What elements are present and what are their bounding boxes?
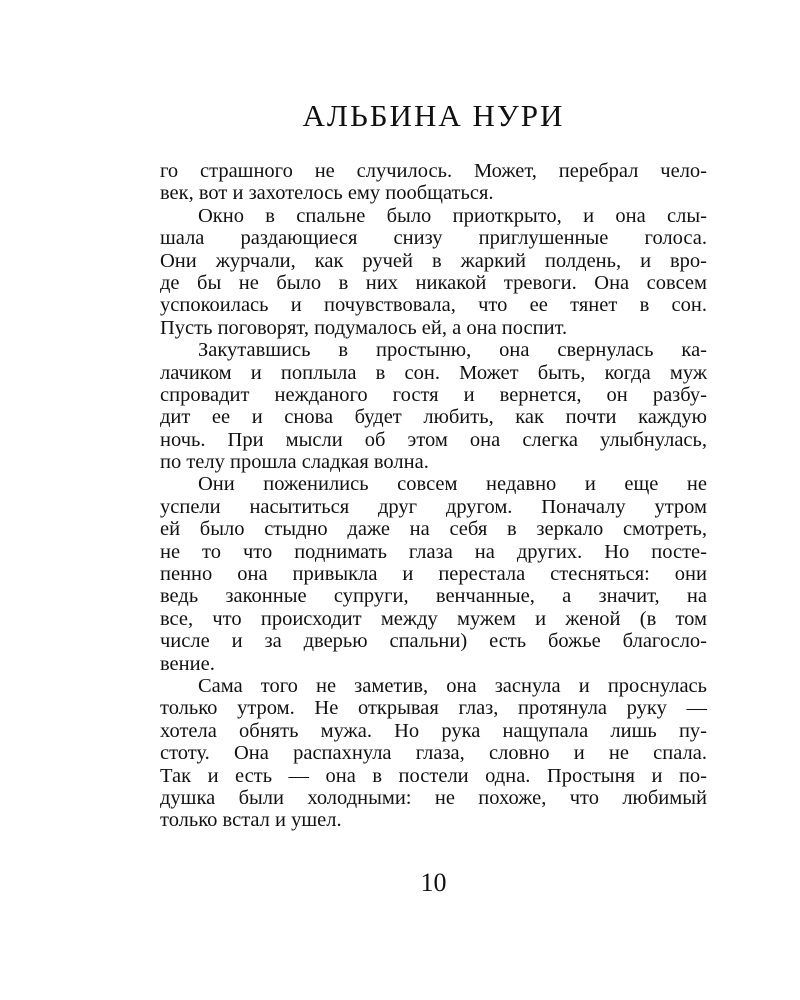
text-line: пенно она привыкла и перестала стесняться: они (160, 563, 707, 586)
text-line: стоту. Она распахнула глаза, словно и не спала. (160, 742, 707, 765)
text-line: де бы не было в них никакой тревоги. Она совсем (160, 271, 707, 294)
text-line: успели насытиться друг другом. Поначалу утром (160, 495, 707, 518)
text-line: го страшного не случилось. Может, перебрал чело- (160, 160, 707, 182)
text-line: Окно в спальне было приоткрыто, и она слы- (198, 204, 707, 227)
text-line: Они поженились совсем недавно и еще не (198, 473, 707, 496)
text-line: шала раздающиеся снизу приглушенные голоса. (160, 227, 707, 250)
text-line: числе и за дверью спальни) есть божье благосло- (160, 630, 707, 653)
body-text (160, 160, 707, 832)
text-line: только встал и ушел. (160, 809, 342, 832)
text-line: Они журчали, как ручей в жаркий полдень, и вро- (160, 249, 707, 272)
running-title: АЛЬБИНА НУРИ (302, 98, 565, 133)
text-line: по телу прошла сладкая волна. (160, 451, 429, 474)
text-line: душка были холодными: не похоже, что любимый (160, 786, 707, 809)
text-line: лачиком и поплыла в сон. Может быть, когда муж (160, 361, 707, 384)
text-line: вение. (160, 652, 215, 675)
text-line: Пусть поговорят, подумалось ей, а она поспит. (160, 316, 568, 339)
text-line: дит ее и снова будет любить, как почти каждую (160, 406, 707, 429)
text-line: век, вот и захотелось ему пообщаться. (160, 182, 494, 205)
text-line: ночь. При мысли об этом она слегка улыбнулась, (160, 428, 707, 451)
text-line: ей было стыдно даже на себя в зеркало смотреть, (160, 518, 707, 541)
text-line: ведь законные супруги, венчанные, а значит, на (160, 585, 707, 608)
text-line: Так и есть — она в постели одна. Простыня и по- (160, 764, 707, 787)
text-line: Закутавшись в простыню, она свернулась ка- (198, 339, 707, 362)
text-line: Сама того не заметив, она заснула и проснулась (198, 674, 707, 697)
text-line: спровадит нежданого гостя и вернется, он разбу- (160, 383, 707, 406)
text-line: успокоилась и почувствовала, что ее тянет в сон. (160, 294, 707, 317)
text-line: не то что поднимать глаза на других. Но посте- (160, 540, 707, 563)
text-line: только утром. Не открывая глаз, протянула руку — (160, 697, 707, 720)
page-number: 10 (420, 868, 447, 897)
text-line: все, что происходит между мужем и женой (в том (160, 607, 707, 630)
text-line: хотела обнять мужа. Но рука нащупала лишь пу- (160, 719, 707, 742)
